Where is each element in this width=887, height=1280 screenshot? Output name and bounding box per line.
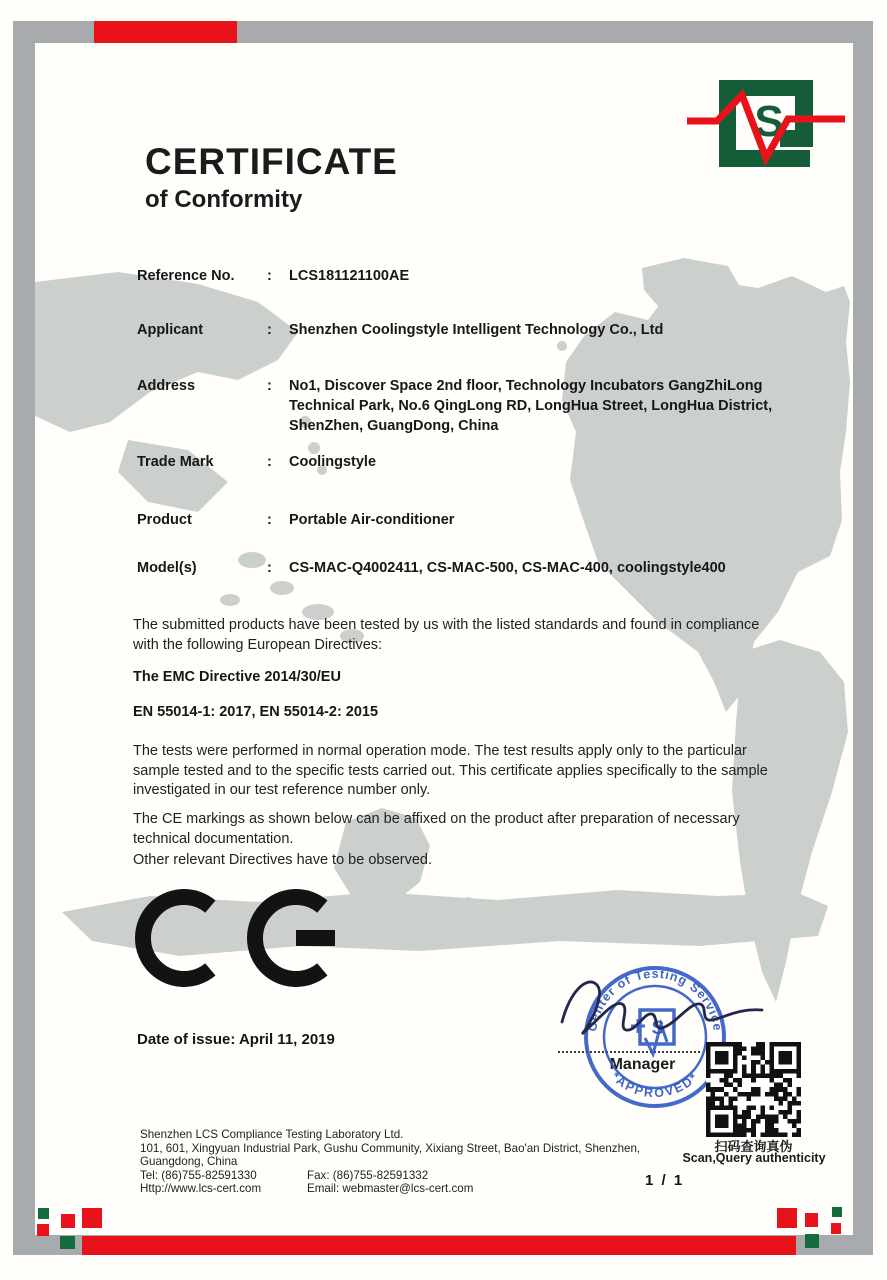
field-colon: : bbox=[267, 378, 272, 394]
field-value: Coolingstyle bbox=[289, 454, 377, 470]
corner-square-green bbox=[805, 1234, 819, 1248]
field-row-applicant bbox=[137, 320, 781, 340]
field-label: Address bbox=[137, 378, 196, 394]
corner-square-red bbox=[61, 1214, 75, 1228]
field-label: Applicant bbox=[137, 322, 204, 338]
field-value: LCS181121100AE bbox=[289, 268, 410, 284]
corner-square-red bbox=[805, 1213, 818, 1227]
field-row-reference bbox=[137, 266, 781, 286]
stamp-letter-s: S bbox=[651, 1018, 665, 1039]
field-row-trademark bbox=[137, 452, 781, 472]
certificate-subtitle: of Conformity bbox=[145, 186, 303, 213]
field-colon: : bbox=[267, 322, 272, 338]
field-row-product bbox=[137, 510, 781, 530]
corner-square-red bbox=[82, 1208, 102, 1228]
field-row-models bbox=[137, 558, 781, 578]
date-of-issue: Date of issue: April 11, 2019 bbox=[137, 1031, 335, 1048]
paragraph-intro: The submitted products have been tested by us with the listed standards and found in compliance with the following European Directives: bbox=[133, 617, 760, 653]
address-line: Technical Park, No.6 QingLong RD, LongHua Street, LongHua District, bbox=[289, 398, 773, 414]
footer-tel: Tel: (86)755-82591330 bbox=[140, 1168, 257, 1182]
field-row-address bbox=[137, 376, 781, 436]
field-label: Reference No. bbox=[137, 268, 235, 284]
certificate-title: CERTIFICATE bbox=[145, 141, 398, 182]
lcs-logo bbox=[685, 75, 850, 170]
standards-line: EN 55014-1: 2017, EN 55014-2: 2015 bbox=[133, 704, 379, 720]
field-colon: : bbox=[267, 512, 272, 528]
frame-right bbox=[853, 21, 873, 1255]
logo-letter-s: S bbox=[754, 97, 784, 146]
qr-code bbox=[706, 1042, 801, 1142]
corner-square-red bbox=[37, 1224, 49, 1236]
footer-fax: Fax: (86)755-82591332 bbox=[307, 1168, 429, 1182]
qr-caption-english: Scan,Query authenticity bbox=[682, 1151, 826, 1165]
title-block bbox=[145, 141, 398, 214]
footer-website: Http://www.lcs-cert.com bbox=[140, 1182, 262, 1196]
paragraph-other-directives: Other relevant Directives have to be observed. bbox=[133, 852, 433, 868]
corner-square-green bbox=[832, 1207, 842, 1217]
corner-square-green bbox=[60, 1236, 75, 1249]
field-label: Product bbox=[137, 512, 192, 528]
footer-company: Shenzhen LCS Compliance Testing Laboratory Ltd. bbox=[140, 1128, 404, 1141]
footer-address-2: Guangdong, China bbox=[140, 1155, 238, 1169]
frame-left bbox=[13, 21, 35, 1255]
address-line: ShenZhen, GuangDong, China bbox=[289, 418, 499, 434]
ce-mark bbox=[128, 884, 358, 994]
paragraph-tests: The tests were performed in normal operation mode. The test results apply only to the particular sample tested and to the specific tests carried out. This certificate applies specifically to the sample investigated in our test reference number only. bbox=[133, 743, 768, 798]
qr-caption-chinese: 扫码查询真伪 bbox=[714, 1139, 793, 1154]
stamp-ring-top-text: Center of Testing Service bbox=[585, 966, 725, 1033]
corner-square-red bbox=[831, 1223, 841, 1234]
field-value bbox=[289, 376, 781, 436]
field-value: Portable Air-conditioner bbox=[289, 512, 455, 528]
field-colon: : bbox=[267, 454, 272, 470]
field-colon: : bbox=[267, 268, 272, 284]
bottom-red-bar bbox=[82, 1236, 796, 1255]
corner-square-green bbox=[38, 1208, 49, 1219]
footer-lab-info bbox=[140, 1128, 640, 1196]
stamp-ring-bottom-text: *APPROVED* bbox=[608, 1069, 702, 1101]
field-label: Model(s) bbox=[137, 560, 197, 576]
field-colon: : bbox=[267, 560, 272, 576]
footer-email: Email: webmaster@lcs-cert.com bbox=[307, 1182, 474, 1196]
footer-address-1: 101, 601, Xingyuan Industrial Park, Gushu Community, Xixiang Street, Bao'an District, Shenzhen, bbox=[140, 1141, 641, 1155]
top-red-segment bbox=[94, 21, 237, 43]
field-value: Shenzhen Coolingstyle Intelligent Technology Co., Ltd bbox=[289, 322, 664, 338]
directive-line: The EMC Directive 2014/30/EU bbox=[133, 669, 341, 685]
address-line: No1, Discover Space 2nd floor, Technology Incubators GangZhiLong bbox=[289, 378, 763, 394]
paragraph-ce-markings: The CE markings as shown below can be affixed on the product after preparation of necessary technical documentation. bbox=[133, 811, 740, 847]
corner-square-red bbox=[777, 1208, 797, 1228]
field-value: CS-MAC-Q4002411, CS-MAC-500, CS-MAC-400, coolingstyle400 bbox=[289, 560, 726, 576]
field-label: Trade Mark bbox=[137, 454, 214, 470]
manager-label: Manager bbox=[609, 1056, 676, 1073]
page-number: 1 / 1 bbox=[645, 1172, 685, 1189]
